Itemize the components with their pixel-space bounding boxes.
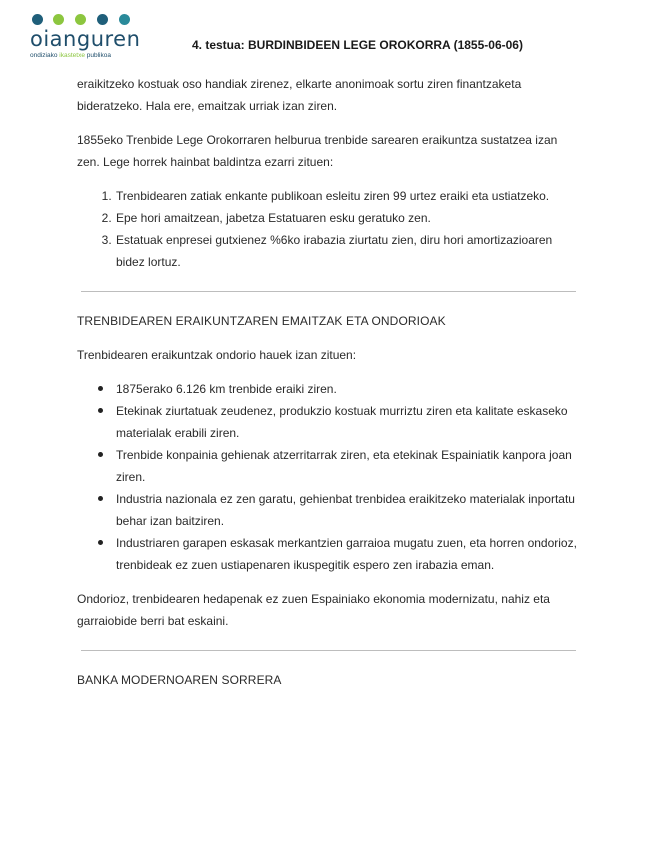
logo-tagline-part: ondiziako: [30, 52, 60, 59]
list-item: 1. Trenbidearen zatiak enkante publikoan esleitu ziren 99 urtez eraiki eta ustiatzeko.: [115, 185, 582, 207]
logo-dot: [75, 14, 86, 25]
document-title: 4. testua: BURDINBIDEEN LEGE OROKORRA (1855-06-06): [192, 38, 523, 52]
logo-wordmark: oianguren: [30, 27, 141, 51]
list-item: Etekinak ziurtatuak zeudenez, produkzio kostuak murriztu ziren eta kalitate eskaseko materialak erabili ziren.: [115, 400, 582, 444]
logo-dot: [32, 14, 43, 25]
logo-tagline-part: ikastetxe: [59, 52, 87, 59]
section-divider: [81, 291, 576, 292]
logo-dot: [119, 14, 130, 25]
intro-paragraph: eraikitzeko kostuak oso handiak zirenez, elkarte anonimoak sortu ziren finantzaketa bideratzeko. Hala ere, emaitzak urriak izan ziren.: [77, 77, 522, 113]
document-body: [77, 73, 582, 703]
section-heading: BANKA MODERNOAREN SORRERA: [77, 673, 282, 687]
list-item: 2. Epe hori amaitzean, jabetza Estatuaren esku geratuko zen.: [115, 207, 582, 229]
conditions-list: [77, 185, 582, 273]
list-item: 1875erako 6.126 km trenbide eraiki ziren.: [115, 378, 582, 400]
list-item: Trenbide konpainia gehienak atzerritarrak ziren, eta etekinak Espainiatik kanpora joan ziren.: [115, 444, 582, 488]
list-item: 3. Estatuak enpresei gutxienez %6ko irabazia ziurtatu zien, diru hori amortizazioaren bidez lortuz.: [115, 229, 582, 273]
results-list: [77, 378, 582, 576]
page-header: [0, 0, 655, 70]
oianguren-logo: [30, 12, 140, 64]
logo-tagline-part: publikoa: [86, 52, 111, 59]
section-heading: TRENBIDEAREN ERAIKUNTZAREN EMAITZAK ETA ONDORIOAK: [77, 314, 446, 328]
section-intro: Trenbidearen eraikuntzak ondorio hauek izan zituen:: [77, 348, 357, 362]
list-item: Industria nazionala ez zen garatu, gehienbat trenbidea eraikitzeko materialak inportatu behar izan baitziren.: [115, 488, 582, 532]
conclusion-paragraph: Ondorioz, trenbidearen hedapenak ez zuen Espainiako ekonomia modernizatu, nahiz eta garraiobide berri bat eskaini.: [77, 592, 550, 628]
section-divider: [81, 650, 576, 651]
logo-tagline: [30, 52, 111, 60]
list-item: Industriaren garapen eskasak merkantzien garraioa mugatu zuen, eta horren ondorioz, trenbideak ez zuen ustiapenaren ikuspegitik espero zen irabazia eman.: [115, 532, 582, 576]
logo-dot: [97, 14, 108, 25]
logo-dot: [53, 14, 64, 25]
law-paragraph: 1855eko Trenbide Lege Orokorraren helburua trenbide sarearen eraikuntza sustatzea izan zen. Lege horrek hainbat baldintza ezarri zituen:: [77, 133, 558, 169]
